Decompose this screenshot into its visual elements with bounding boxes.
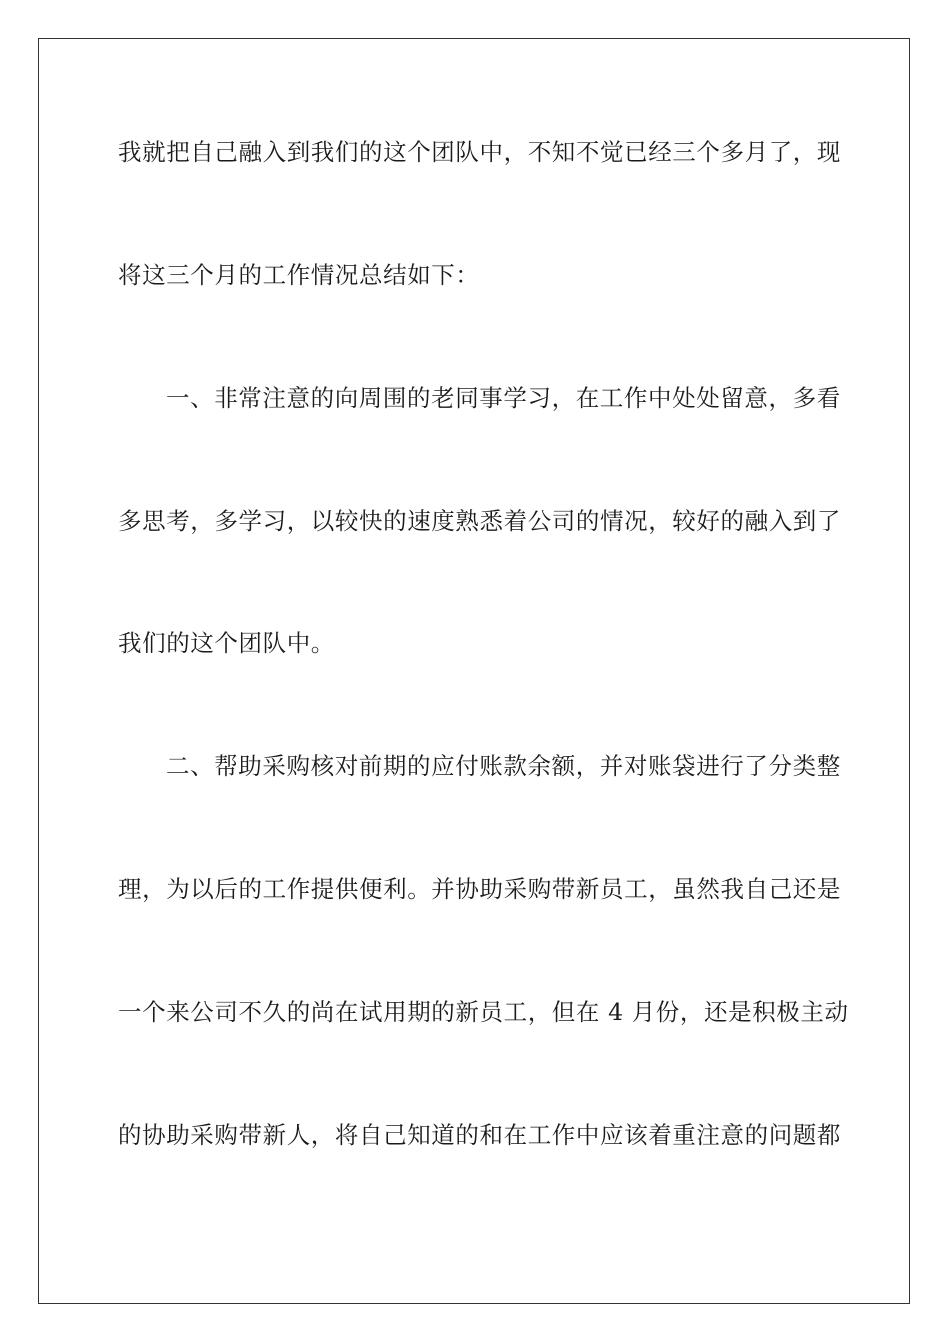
- text-line-5: 我们的这个团队中。: [118, 629, 335, 657]
- text-line-9: 的协助采购带新人，将自己知道的和在工作中应该着重注意的问题都: [118, 1121, 841, 1149]
- text-line-8: 一个来公司不久的尚在试用期的新员工，但在 4 月份，还是积极主动: [118, 998, 849, 1026]
- text-line-1: 我就把自己融入到我们的这个团队中，不知不觉已经三个多月了，现: [118, 138, 841, 166]
- text-line-6: 二、帮助采购核对前期的应付账款余额，并对账袋进行了分类整: [166, 752, 841, 780]
- text-line-7: 理，为以后的工作提供便利。并协助采购带新员工，虽然我自己还是: [118, 875, 841, 903]
- text-line-2: 将这三个月的工作情况总结如下：: [118, 261, 480, 289]
- page-border: [38, 38, 910, 1304]
- text-line-4: 多思考，多学习，以较快的速度熟悉着公司的情况，较好的融入到了: [118, 507, 841, 535]
- text-line-3: 一、非常注意的向周围的老同事学习，在工作中处处留意，多看: [166, 384, 841, 412]
